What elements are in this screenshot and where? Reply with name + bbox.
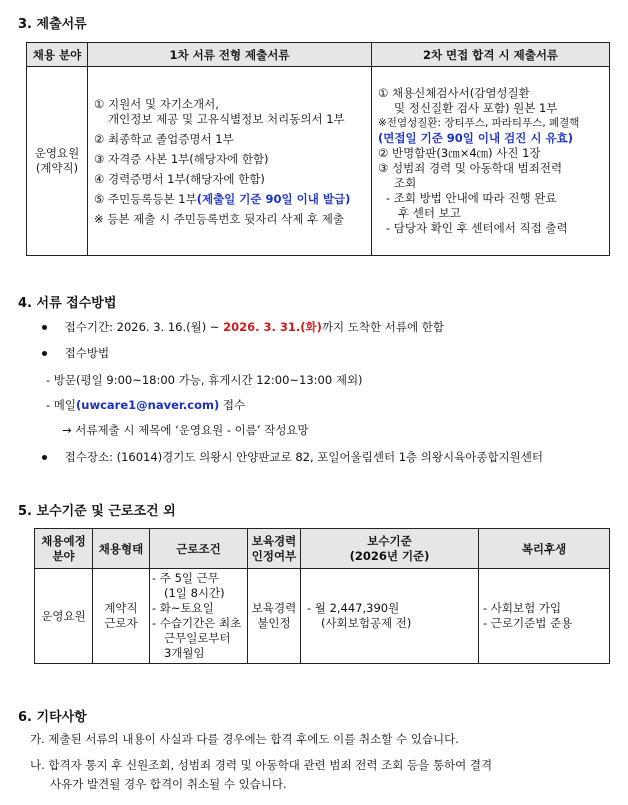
header-second-round: 2차 면접 합격 시 제출서류 bbox=[372, 43, 610, 67]
header-field: 채용 분야 bbox=[27, 43, 88, 67]
row-pay-2: (사회보험공제 전) bbox=[321, 616, 412, 630]
field-type: (계약직) bbox=[35, 161, 79, 175]
header-conditions: 근로조건 bbox=[150, 529, 248, 569]
place-text: 접수장소: (16014)경기도 의왕시 안양판교로 82, 포일어울림센터 1층 의왕시육아종합지원센터 bbox=[64, 450, 543, 464]
first-item-1: ① 지원서 및 자기소개서, bbox=[94, 97, 219, 111]
second-item-3c: - 조회 방법 안내에 따라 진행 완료 bbox=[386, 191, 557, 205]
bullet-icon bbox=[42, 325, 47, 330]
field-name: 운영요원 bbox=[34, 146, 80, 160]
mail-suffix: 접수 bbox=[219, 398, 246, 412]
cond-line-5: 근무일로부터 bbox=[164, 631, 231, 645]
place-row bbox=[42, 450, 543, 465]
notice-a: 가. 제출된 서류의 내용이 사실과 다를 경우에는 합격 후에도 이를 취소할 수 있습니다. bbox=[30, 732, 459, 746]
period-prefix: 접수기간: 2026. 3. 16.(월) ~ bbox=[64, 320, 224, 334]
section-4-title: 4. 서류 접수방법 bbox=[18, 296, 117, 311]
conditions-table bbox=[34, 528, 610, 664]
first-item-3: ③ 자격증 사본 1부(해당자에 한함) bbox=[94, 152, 269, 166]
visit-text: - 방문(평일 9:00~18:00 가능, 휴게시간 12:00~13:00 제외) bbox=[46, 373, 363, 387]
row-field: 운영요원 bbox=[35, 569, 93, 664]
first-round-list bbox=[88, 67, 372, 256]
method-row bbox=[42, 346, 109, 361]
mail-row bbox=[46, 398, 245, 413]
header-field-1: 채용예정 bbox=[41, 533, 86, 548]
period-row bbox=[42, 320, 444, 335]
cond-line-6: 3개월임 bbox=[164, 646, 205, 660]
row-welfare-2: - 근로기준법 준용 bbox=[483, 616, 573, 630]
row-pay-1: - 월 2,447,390원 bbox=[307, 601, 400, 615]
second-item-1b: 및 정신질환 검사 포함) 원본 1부 bbox=[394, 101, 558, 115]
row-career-2: 불인정 bbox=[257, 616, 291, 630]
period-suffix: 까지 도착한 서류에 한함 bbox=[321, 320, 444, 334]
header-pay-2: (2026년 기준) bbox=[349, 548, 430, 563]
row-welfare-1: - 사회보험 가입 bbox=[483, 601, 562, 615]
notice-b-2: 사유가 발견될 경우 합격이 취소될 수 있습니다. bbox=[50, 777, 287, 791]
second-item-3b: 조회 bbox=[394, 176, 417, 190]
row-type-2: 근로자 bbox=[104, 616, 138, 630]
mail-address[interactable]: (uwcare1@naver.com) bbox=[76, 398, 220, 412]
mail-prefix: - 메일 bbox=[46, 398, 77, 412]
first-note: ※ 등본 제출 시 주민등록번호 뒷자리 삭제 후 제출 bbox=[94, 212, 344, 226]
first-item-5-note: (제출일 기준 90일 이내 발급) bbox=[196, 192, 351, 206]
header-pay bbox=[301, 529, 479, 569]
first-item-1b: 개인정보 제공 및 고유식별정보 처리동의서 1부 bbox=[108, 112, 345, 126]
second-item-2: ② 반명함판(3㎝×4㎝) 사진 1장 bbox=[378, 146, 541, 160]
cond-line-3: - 화~토요일 bbox=[152, 601, 214, 615]
header-pay-1: 보수기준 bbox=[367, 533, 412, 548]
row-career bbox=[248, 569, 301, 664]
documents-table bbox=[26, 42, 610, 256]
bullet-icon bbox=[42, 351, 47, 356]
second-item-3e: - 담당자 확인 후 센터에서 직접 출력 bbox=[386, 221, 568, 235]
method-label: 접수방법 bbox=[64, 346, 110, 360]
header-career bbox=[248, 529, 301, 569]
header-first-round: 1차 서류 전형 제출서류 bbox=[88, 43, 372, 67]
second-round-list bbox=[372, 67, 610, 256]
second-note-valid: (면접일 기준 90일 이내 검진 시 유효) bbox=[378, 131, 573, 145]
header-field-2: 분야 bbox=[52, 548, 75, 563]
row-welfare bbox=[479, 569, 610, 664]
header-field bbox=[35, 529, 93, 569]
first-item-2: ② 최종학교 졸업증명서 1부 bbox=[94, 132, 234, 146]
cond-line-2: (1일 8시간) bbox=[164, 586, 225, 600]
row-type-1: 계약직 bbox=[104, 601, 138, 615]
mail-note: → 서류제출 시 제목에 ‘운영요원 - 이름’ 작성요망 bbox=[62, 423, 309, 437]
row-conditions bbox=[150, 569, 248, 664]
header-career-2: 인정여부 bbox=[251, 548, 297, 563]
second-item-1: ① 채용신체검사서(감염성질환 bbox=[378, 86, 530, 100]
section-5-title: 5. 보수기준 및 근로조건 외 bbox=[18, 504, 176, 519]
section-3-title: 3. 제출서류 bbox=[18, 17, 87, 32]
first-item-4: ④ 경력증명서 1부(해당자에 한함) bbox=[94, 172, 265, 186]
row-pay bbox=[301, 569, 479, 664]
cond-line-1: - 주 5일 근무 bbox=[152, 571, 219, 585]
first-item-5-text: ⑤ 주민등록등본 1부 bbox=[94, 192, 197, 206]
first-item-5 bbox=[94, 192, 371, 207]
period-deadline: 2026. 3. 31.(화) bbox=[223, 320, 322, 334]
row-type bbox=[93, 569, 150, 664]
row-career-1: 보육경력 bbox=[251, 601, 297, 615]
header-career-1: 보육경력 bbox=[251, 533, 297, 548]
bullet-icon bbox=[42, 455, 47, 460]
header-welfare: 복리후생 bbox=[479, 529, 610, 569]
second-item-3: ③ 성범죄 경력 및 아동학대 범죄전력 bbox=[378, 161, 563, 175]
second-item-3d: 후 센터 보고 bbox=[398, 206, 461, 220]
notice-b-1: 나. 합격자 통지 후 신원조회, 성범죄 경력 및 아동학대 관련 범죄 전력 조회 등을 통하여 결격 bbox=[30, 758, 493, 772]
field-cell bbox=[27, 67, 88, 256]
header-type: 채용형태 bbox=[93, 529, 150, 569]
section-6-title: 6. 기타사항 bbox=[18, 710, 87, 725]
second-note: ※전염성질환: 장티푸스, 파라티푸스, 폐결핵 bbox=[378, 117, 580, 129]
cond-line-4: - 수습기간은 최초 bbox=[152, 616, 242, 630]
